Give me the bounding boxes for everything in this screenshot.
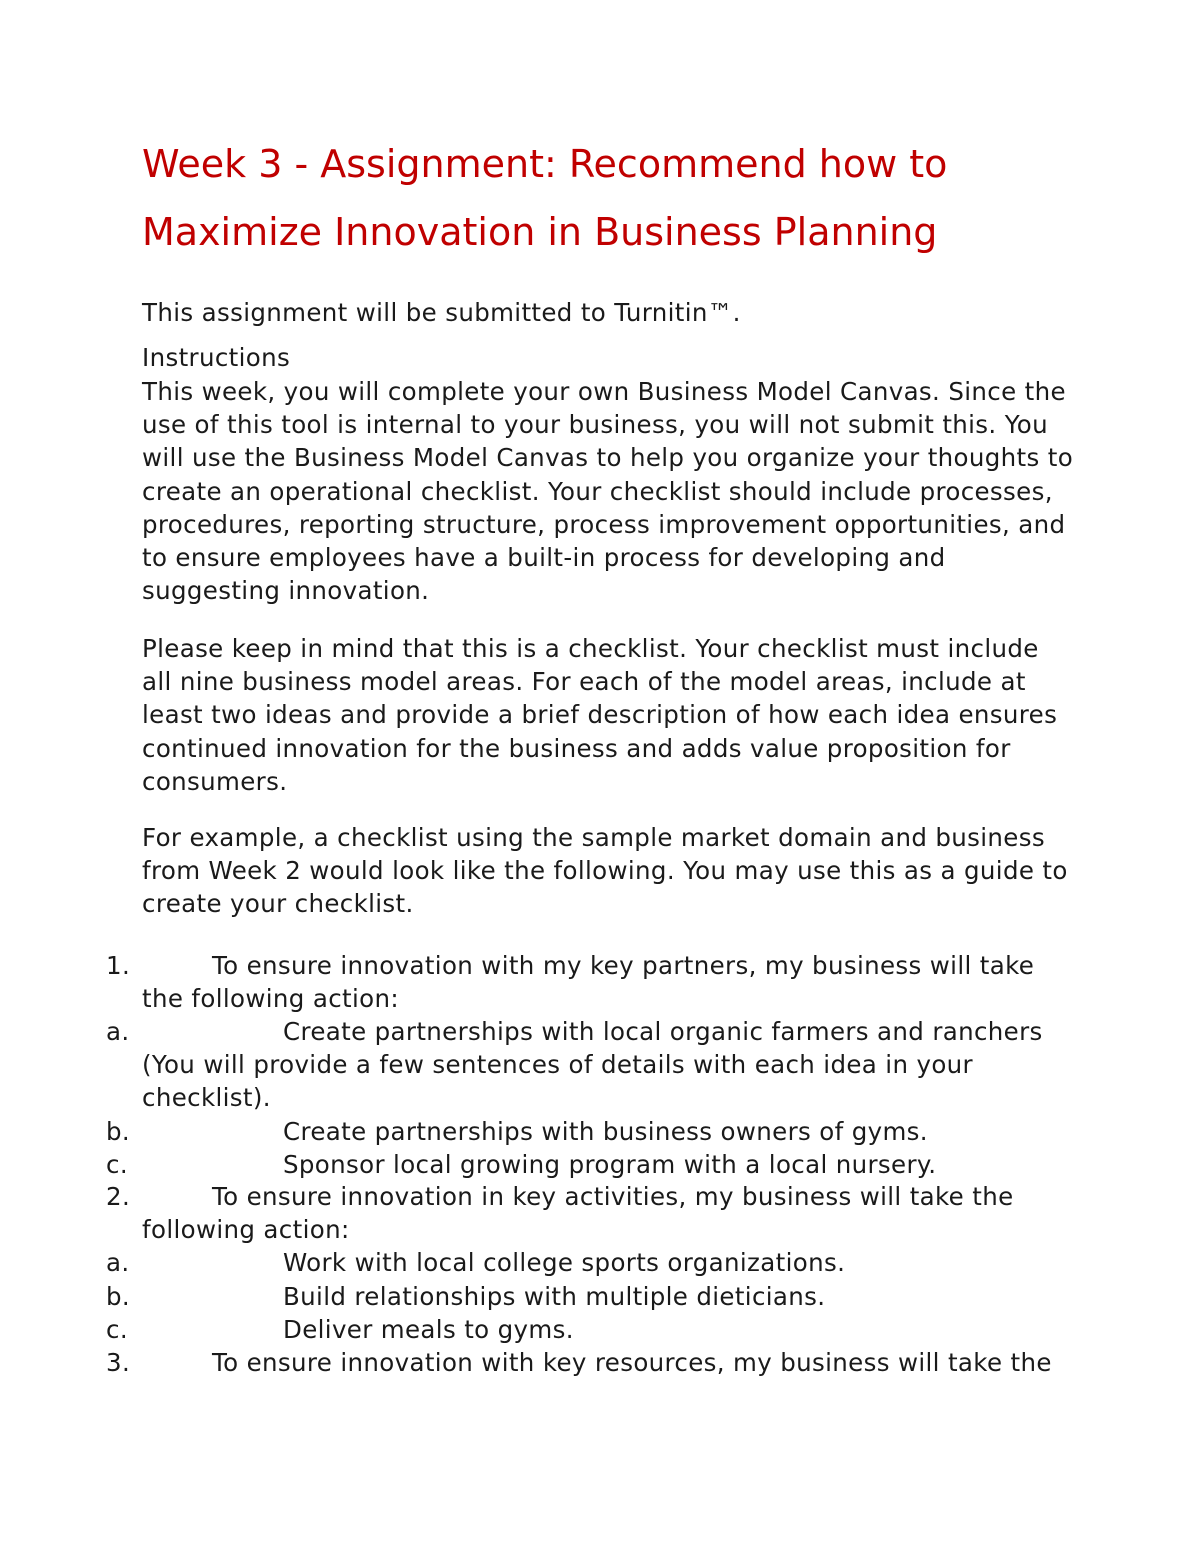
- instructions-paragraph-1: [142, 375, 1200, 607]
- paragraph-line: consumers.: [142, 766, 288, 796]
- list-marker: a.: [106, 1017, 130, 1046]
- list-marker: a.: [106, 1248, 130, 1277]
- list-marker: c.: [106, 1315, 128, 1344]
- list-subitem-text: Create partnerships with business owners of gyms.: [283, 1117, 928, 1146]
- paragraph-line: For example, a checklist using the sample market domain and business: [142, 823, 1045, 852]
- list-marker: b.: [106, 1282, 131, 1311]
- list-item-text: the following action:: [142, 984, 399, 1013]
- list-item-text: To ensure innovation with key resources, my business will take the: [212, 1348, 1052, 1377]
- list-subitem-text: Build relationships with multiple dieticians.: [283, 1282, 826, 1311]
- list-subitem-text: checklist).: [142, 1083, 271, 1112]
- paragraph-line: from Week 2 would look like the following. You may use this as a guide to: [142, 856, 1068, 886]
- list-marker: c.: [106, 1150, 128, 1179]
- paragraph-line: will use the Business Model Canvas to help you organize your thoughts to: [142, 443, 1074, 473]
- list-subitem-text: Sponsor local growing program with a local nursery.: [283, 1150, 937, 1179]
- page-title-line-1: Week 3 - Assignment: Recommend how to: [142, 142, 948, 186]
- list-subitem-text: Work with local college sports organizations.: [283, 1248, 846, 1277]
- list-item-text: To ensure innovation in key activities, my business will take the: [212, 1182, 1014, 1211]
- paragraph-line: This week, you will complete your own Business Model Canvas. Since the: [142, 377, 1066, 406]
- paragraph-line: to ensure employees have a built-in process for developing and: [142, 543, 946, 573]
- list-subitem-text: Deliver meals to gyms.: [283, 1315, 574, 1344]
- list-marker: b.: [106, 1117, 131, 1146]
- paragraph-line: suggesting innovation.: [142, 576, 430, 606]
- instructions-paragraph-3: [142, 821, 1200, 921]
- paragraph-line: use of this tool is internal to your business, you will not submit this. You: [142, 410, 1048, 440]
- list-item-text: To ensure innovation with my key partners, my business will take: [212, 951, 1035, 980]
- paragraph-line: least two ideas and provide a brief description of how each idea ensures: [142, 700, 1058, 730]
- list-marker: 2.: [106, 1182, 131, 1211]
- instructions-paragraph-2: [142, 632, 1200, 798]
- list-subitem-text: Create partnerships with local organic farmers and ranchers: [283, 1017, 1043, 1046]
- paragraph-line: procedures, reporting structure, process improvement opportunities, and: [142, 509, 1066, 539]
- list-marker: 3.: [106, 1348, 131, 1377]
- list-item-text: following action:: [142, 1215, 350, 1244]
- list-subitem-text: (You will provide a few sentences of details with each idea in your: [142, 1050, 973, 1079]
- paragraph-line: create an operational checklist. Your checklist should include processes,: [142, 476, 1053, 506]
- list-marker: 1.: [106, 951, 131, 980]
- paragraph-line: all nine business model areas. For each of the model areas, include at: [142, 667, 1026, 697]
- paragraph-line: create your checklist.: [142, 889, 414, 919]
- paragraph-line: Please keep in mind that this is a checklist. Your checklist must include: [142, 634, 1039, 663]
- page-title-line-2: Maximize Innovation in Business Planning: [142, 210, 938, 254]
- paragraph-line: continued innovation for the business and adds value proposition for: [142, 733, 1011, 763]
- instructions-heading: Instructions: [142, 343, 291, 372]
- turnitin-note: This assignment will be submitted to Turnitin™.: [142, 298, 741, 327]
